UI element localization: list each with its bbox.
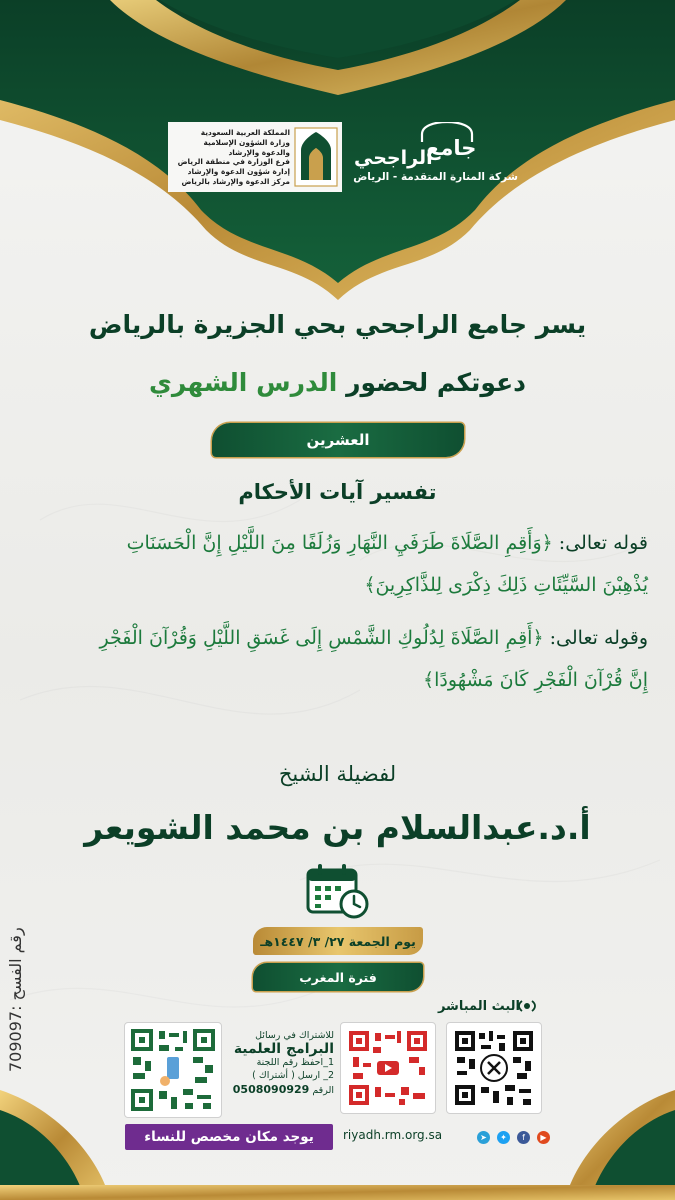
lesson-topic: تفسير آيات الأحكام	[238, 480, 437, 504]
verse-line: يُذْهِبْنَ السَّيِّئَاتِ ذَلِكَ ذِكْرَى لِلذَّاكِرِينَ﴾	[364, 574, 648, 596]
invitation-prefix: دعوتكم لحضور	[346, 368, 526, 397]
subscribe-step-2: 2_ ارسل ( أشتراك )	[252, 1069, 334, 1081]
subscribe-info	[226, 1030, 334, 1098]
women-section-notice: يوجد مكان مخصص للنساء	[125, 1124, 333, 1150]
ministry-line: والدعوة والإرشاد	[228, 147, 290, 157]
registration-number: رقم الفسح :709097	[6, 927, 25, 1073]
qr-code-youtube[interactable]	[340, 1022, 436, 1114]
invitation-line-2	[0, 368, 675, 397]
ministry-text	[172, 128, 290, 188]
subscribe-number[interactable]: 0508090929	[232, 1082, 310, 1096]
subscribe-line-1: للاشتراك في رسائل	[255, 1030, 334, 1041]
qr-code-icon	[447, 1023, 541, 1113]
qr-code-x[interactable]	[446, 1022, 542, 1114]
verse-text: ﴿وَأَقِمِ الصَّلَاةَ طَرَفَيِ النَّهَارِ وَزُلَفًا مِنَ اللَّيْلِ إِنَّ الْحَسَنَاتِ	[126, 532, 553, 554]
subscribe-line-2: البرامج العلمية	[233, 1041, 334, 1057]
verse-text: ﴿أَقِمِ الصَّلَاةَ لِدُلُوكِ الشَّمْسِ إِلَى غَسَقِ اللَّيْلِ وَقُرْآنَ الْفَجْرِ	[99, 627, 544, 649]
company-name: شركة المنارة المتقدمة - الرياض	[353, 171, 518, 183]
calendar-clock-icon	[306, 862, 370, 920]
verse-line	[28, 522, 648, 564]
live-broadcast-label: البث المباشر	[437, 999, 520, 1014]
ministry-line: إدارة شؤون الدعوة والإرشاد	[187, 167, 290, 177]
subscribe-step-1: 1_احفظ رقم اللجنة	[256, 1057, 334, 1069]
logo-word-rajhi: الراجحي	[354, 147, 433, 169]
ministry-line: مركز الدعوة والإرشاد بالرياض	[181, 176, 290, 186]
speaker-label: لفضيلة الشيخ	[278, 762, 397, 786]
logo-word-jami: جامع	[426, 136, 477, 160]
twitter-icon[interactable]: ✦	[497, 1131, 510, 1144]
facebook-icon[interactable]: f	[517, 1131, 530, 1144]
verse-block-1	[28, 522, 648, 606]
subscribe-number-label: الرقم	[312, 1084, 334, 1096]
verse-lead: قوله تعالى:	[552, 532, 648, 554]
verse-line: إِنَّ قُرْآنَ الْفَجْرِ كَانَ مَشْهُودًا﴾	[423, 669, 648, 691]
subscribe-number-row	[226, 1083, 334, 1098]
youtube-icon[interactable]: ▶	[537, 1131, 550, 1144]
invitation-line-1: يسر جامع الراجحي بحي الجزيرة بالرياض	[88, 310, 587, 339]
telegram-icon[interactable]: ➤	[477, 1131, 490, 1144]
speaker-name: أ.د.عبدالسلام بن محمد الشويعر	[84, 808, 591, 847]
invitation-highlight: الدرس الشهري	[149, 368, 338, 397]
qr-code-icon	[341, 1023, 435, 1113]
ministry-line: فرع الوزارة في منطقة الرياض	[177, 157, 290, 167]
ministry-line: وزارة الشؤون الإسلامية	[203, 137, 290, 147]
lesson-number-badge: العشرين	[212, 423, 464, 457]
date-badge: يوم الجمعة ٢٧/ ٣/ ١٤٤٧هـ	[253, 927, 423, 955]
verse-line	[28, 617, 648, 659]
qr-code-whatsapp[interactable]	[124, 1022, 222, 1118]
verse-block-2	[28, 617, 648, 701]
qr-code-icon	[125, 1023, 221, 1117]
website-link[interactable]: riyadh.rm.org.sa	[343, 1128, 443, 1142]
verse-lead: وقوله تعالى:	[543, 627, 648, 649]
ministry-line: المملكة العربية السعودية	[200, 128, 290, 137]
time-badge: فترة المغرب	[253, 963, 423, 991]
